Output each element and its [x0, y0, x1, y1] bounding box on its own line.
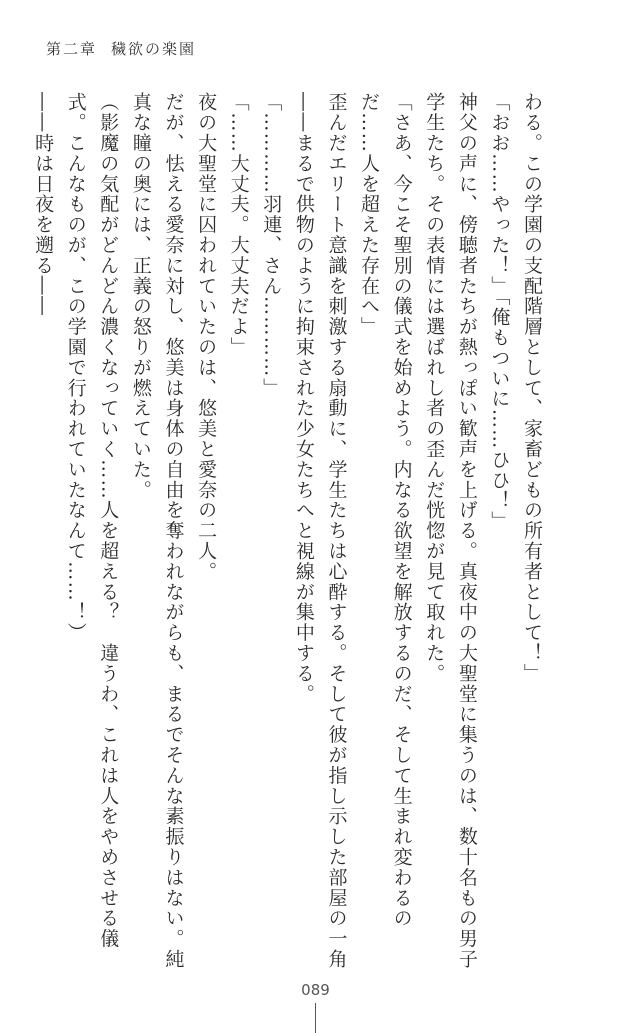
body-text	[32, 92, 548, 982]
paragraph-9: だが、怯える愛奈に対し、悠美は身体の自由を奪われながらも、まるでそんな素振りはない。純真な瞳の奥には、正義の怒りが燃えていた。	[129, 92, 185, 970]
page-number-rule	[315, 1003, 316, 1033]
paragraph-1: わる。この学園の支配階層として、家畜どもの所有者として！」	[521, 92, 543, 684]
running-head	[46, 38, 196, 59]
paragraph-3: 神父の声に、傍聴者たちが熱っぽい歓声を上げる。真夜中の大聖堂に集うのは、数十名もの男子学生たち。その表情には選ばれし者の歪んだ恍惚が見て取れた。	[423, 92, 478, 970]
paragraph-5: 歪んだエリート意識を刺激する扇動に、学生たちは心酔する。そして彼が指し示した部屋の一角――まるで供物のように拘束された少女たちへと視線が集中する。	[292, 92, 348, 970]
chapter-number: 第二章	[46, 40, 98, 58]
paragraph-8: 夜の大聖堂に囚われていたのは、悠美と愛奈の二人。	[195, 92, 218, 582]
chapter-title: 穢欲の楽園	[111, 40, 197, 58]
page-number: 089	[301, 981, 330, 999]
paragraph-7: 「……大丈夫。大丈夫だよ」	[227, 92, 250, 358]
paragraph-6: 「…………羽連、さん…………」	[260, 92, 283, 398]
paragraph-11: ――時は日夜を遡る――	[32, 92, 55, 317]
paragraph-10: （影魔の気配がどんどん濃くなっていく……人を超える？ 違うわ、これは人をやめさせる儀式。こんなものが、この学園で行われていたなんて……！）	[64, 92, 120, 949]
paragraph-4: 「さあ、今こそ聖別の儀式を始めよう。内なる欲望を解放するのだ、そして生まれ変わるのだ……人を超えた存在へ」	[358, 92, 413, 929]
paragraph-2: 「おお……やった！」「俺もついに……ひひ！」	[488, 92, 511, 532]
